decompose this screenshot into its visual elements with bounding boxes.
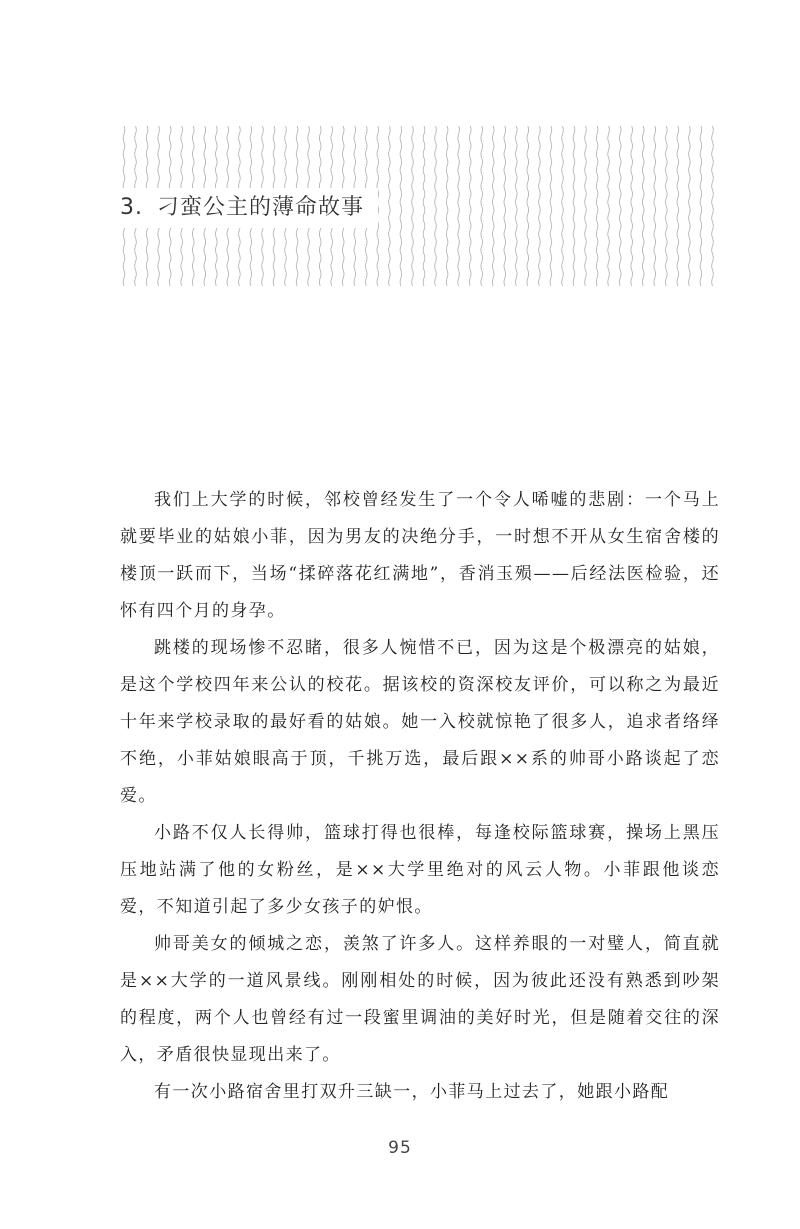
wavy-line <box>435 126 437 286</box>
chapter-number: 3. <box>120 195 143 220</box>
wavy-line <box>619 126 621 286</box>
wavy-line <box>458 126 460 286</box>
wavy-line <box>689 126 691 286</box>
wavy-line <box>400 126 402 286</box>
wavy-line <box>550 126 552 286</box>
chapter-title: 刁蛮公主的薄命故事 <box>157 195 365 220</box>
paragraph: 我们上大学的时候，邻校曾经发生了一个令人唏嘘的悲剧：一个马上就要毕业的姑娘小菲，因为男友的决绝分手，一时想不开从女生宿舍楼的楼顶一跃而下，当场“揉碎落花红满地”，香消玉殒——后经法医检验，还怀有四个月的身孕。 <box>120 490 720 621</box>
wavy-line <box>608 126 610 286</box>
wavy-line <box>539 126 541 286</box>
wavy-line <box>389 126 391 286</box>
wavy-line <box>527 126 529 286</box>
wavy-line <box>585 126 587 286</box>
wavy-line <box>700 126 702 286</box>
wavy-line <box>446 126 448 286</box>
paragraph: 小路不仅人长得帅，篮球打得也很棒，每逢校际篮球赛，操场上黑压压地站满了他的女粉丝，是××大学里绝对的风云人物。小菲跟他谈恋爱，不知道引起了多少女孩子的妒恨。 <box>120 823 720 917</box>
wavy-line <box>504 126 506 286</box>
wavy-line <box>423 126 425 286</box>
paragraph: 有一次小路宿舍里打双升三缺一，小菲马上过去了，她跟小路配 <box>154 1082 670 1102</box>
wavy-line <box>412 126 414 286</box>
page-number: 95 <box>388 1138 412 1158</box>
wavy-line <box>562 126 564 286</box>
wavy-line <box>666 126 668 286</box>
wavy-line <box>631 126 633 286</box>
wavy-line <box>596 126 598 286</box>
wavy-line <box>642 126 644 286</box>
paragraph: 帅哥美女的倾城之恋，羡煞了许多人。这样养眼的一对璧人，简直就是××大学的一道风景线。刚刚相处的时候，因为彼此还没有熟悉到吵架的程度，两个人也曾经有过一段蜜里调油的美好时光，但是随着交往的深入，矛盾很快显现出来了。 <box>120 934 720 1065</box>
chapter-heading <box>120 188 378 228</box>
wavy-line <box>712 126 714 286</box>
body-text <box>120 482 720 1111</box>
wavy-line <box>654 126 656 286</box>
wavy-line <box>573 126 575 286</box>
wavy-line <box>516 126 518 286</box>
wavy-line <box>492 126 494 286</box>
wavy-line <box>481 126 483 286</box>
wavy-line <box>677 126 679 286</box>
wavy-line <box>469 126 471 286</box>
paragraph: 跳楼的现场惨不忍睹，很多人惋惜不已，因为这是个极漂亮的姑娘，是这个学校四年来公认的校花。据该校的资深校友评价，可以称之为最近十年来学校录取的最好看的姑娘。她一入校就惊艳了很多人，追求者络绎不绝，小菲姑娘眼高于顶，千挑万选，最后跟××系的帅哥小路谈起了恋爱。 <box>120 638 720 806</box>
